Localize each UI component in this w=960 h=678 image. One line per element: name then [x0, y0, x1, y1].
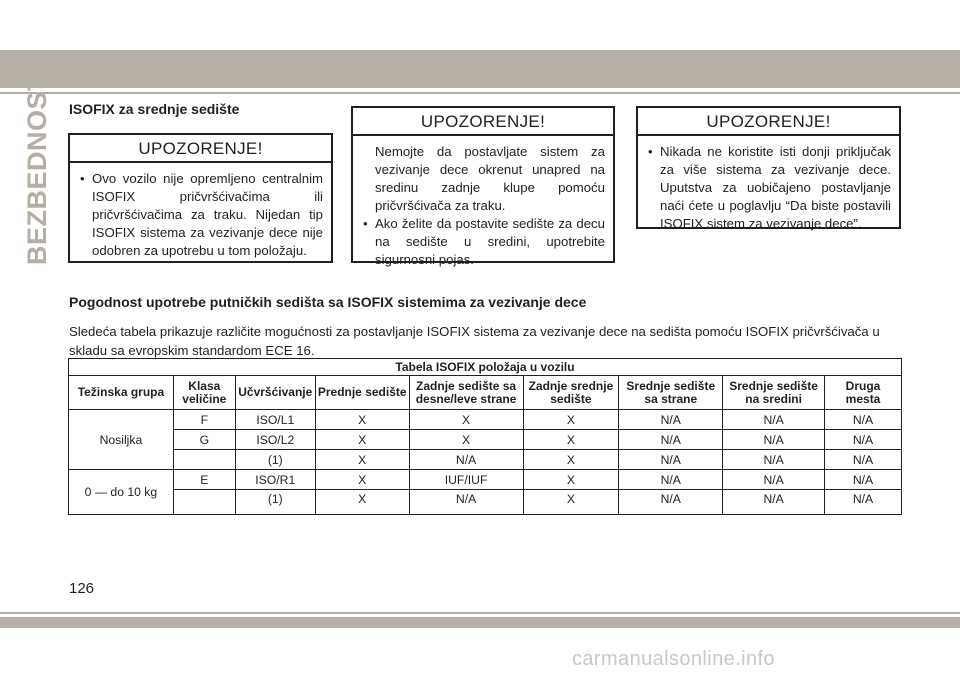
table-cell: F [173, 410, 235, 430]
warning-box-2 [351, 106, 615, 267]
table-cell [173, 450, 235, 470]
col-header-weight-group: Težinska grupa [69, 376, 174, 410]
table-cell: ISO/R1 [235, 470, 315, 490]
table-cell: N/A [619, 410, 723, 430]
page-number: 126 [69, 580, 95, 597]
isofix-positions-table [68, 358, 902, 515]
table-cell: N/A [825, 410, 902, 430]
table-cell [173, 490, 235, 515]
table-cell: N/A [723, 410, 825, 430]
footer-rule [0, 612, 960, 614]
warning-box-3 [636, 106, 901, 229]
col-header-middle-outboard: Srednje sedište sa strane [619, 376, 723, 410]
table-cell: N/A [619, 490, 723, 515]
table-cell: N/A [825, 490, 902, 515]
header-rule [0, 92, 960, 94]
warning-body [353, 136, 613, 275]
table-cell: X [409, 410, 523, 430]
warning-item: Nemojte da postavljate sistem za vezivanje dece okrenut unapred na sredinu zadnje klupe pomoću pričvršćivača za traku. [375, 144, 605, 213]
weight-group-cell: Nosiljka [69, 410, 174, 470]
table-cell: X [315, 450, 409, 470]
col-header-fixture: Učvršćivanje [235, 376, 315, 410]
table-cell: G [173, 430, 235, 450]
table-cell: X [523, 410, 619, 430]
table-cell: N/A [825, 470, 902, 490]
table-cell: ISO/L1 [235, 410, 315, 430]
warning-body [70, 163, 331, 266]
table-cell: (1) [235, 450, 315, 470]
watermark-text: carmanualsonline.info [572, 648, 775, 670]
table-cell: X [315, 490, 409, 515]
subsection-title: Pogodnost upotrebe putničkih sedišta sa ISOFIX sistemima za vezivanje dece [69, 294, 587, 310]
warning-heading: UPOZORENJE! [353, 108, 613, 136]
table-cell: X [523, 450, 619, 470]
table-caption: Tabela ISOFIX položaja u vozilu [69, 359, 902, 376]
table-cell: N/A [619, 450, 723, 470]
col-header-middle-center: Srednje sedište na sredini [723, 376, 825, 410]
table-cell: N/A [825, 430, 902, 450]
table-cell: X [315, 410, 409, 430]
header-band [0, 50, 960, 88]
table-cell: X [523, 470, 619, 490]
table-cell: X [523, 490, 619, 515]
table-cell: N/A [619, 470, 723, 490]
warning-item: • Ovo vozilo nije opremljeno centralnim ISOFIX pričvršćivačima ili pričvršćivačima za traku. Nijedan tip ISOFIX sistema za vezivanje dece nije odobren za upotrebu u tom položaju. [78, 170, 323, 260]
col-header-front-seat: Prednje sedište [315, 376, 409, 410]
col-header-rear-center: Zadnje srednje sedište [523, 376, 619, 410]
table-cell: N/A [409, 490, 523, 515]
warning-heading: UPOZORENJE! [70, 135, 331, 163]
table-cell: N/A [723, 490, 825, 515]
warning-body [638, 136, 899, 239]
section-title: ISOFIX za srednje sedište [69, 101, 240, 117]
table-cell: N/A [723, 430, 825, 450]
table-cell: N/A [723, 470, 825, 490]
table-cell: N/A [619, 430, 723, 450]
table-cell: X [315, 470, 409, 490]
table-cell: (1) [235, 490, 315, 515]
warning-box-1 [68, 133, 333, 263]
col-header-rear-outboard: Zadnje sedište sa desne/leve strane [409, 376, 523, 410]
intro-paragraph: Sledeća tabela prikazuje različite mogućnosti za postavljanje ISOFIX sistema za vezivanje dece na sedišta pomoću ISOFIX pričvršćivača u skladu sa evropskim standardom ECE 16. [69, 324, 880, 358]
table-cell: N/A [723, 450, 825, 470]
warning-heading: UPOZORENJE! [638, 108, 899, 136]
table-cell: X [315, 430, 409, 450]
table-cell: X [409, 430, 523, 450]
col-header-other-positions: Druga mesta [825, 376, 902, 410]
col-header-size-class: Klasa veličine [173, 376, 235, 410]
table-cell: E [173, 470, 235, 490]
table-cell: N/A [409, 450, 523, 470]
table-cell: N/A [825, 450, 902, 470]
warning-item: • Ako želite da postavite sedište za decu na sedište u sredini, upotrebite sigurnosni pojas. [361, 215, 605, 269]
footer-band [0, 617, 960, 628]
table-cell: X [523, 430, 619, 450]
chapter-side-title: BEZBEDNOST [22, 73, 52, 265]
weight-group-cell: 0 — do 10 kg [69, 470, 174, 515]
table-cell: IUF/IUF [409, 470, 523, 490]
table-cell: ISO/L2 [235, 430, 315, 450]
warning-item: • Nikada ne koristite isti donji priključak za više sistema za vezivanje dece. Uputstva za uobičajeno postavljanje naći ćete u poglavlju “Da biste postavili ISOFIX sistem za vezivanje dece”. [646, 143, 891, 233]
